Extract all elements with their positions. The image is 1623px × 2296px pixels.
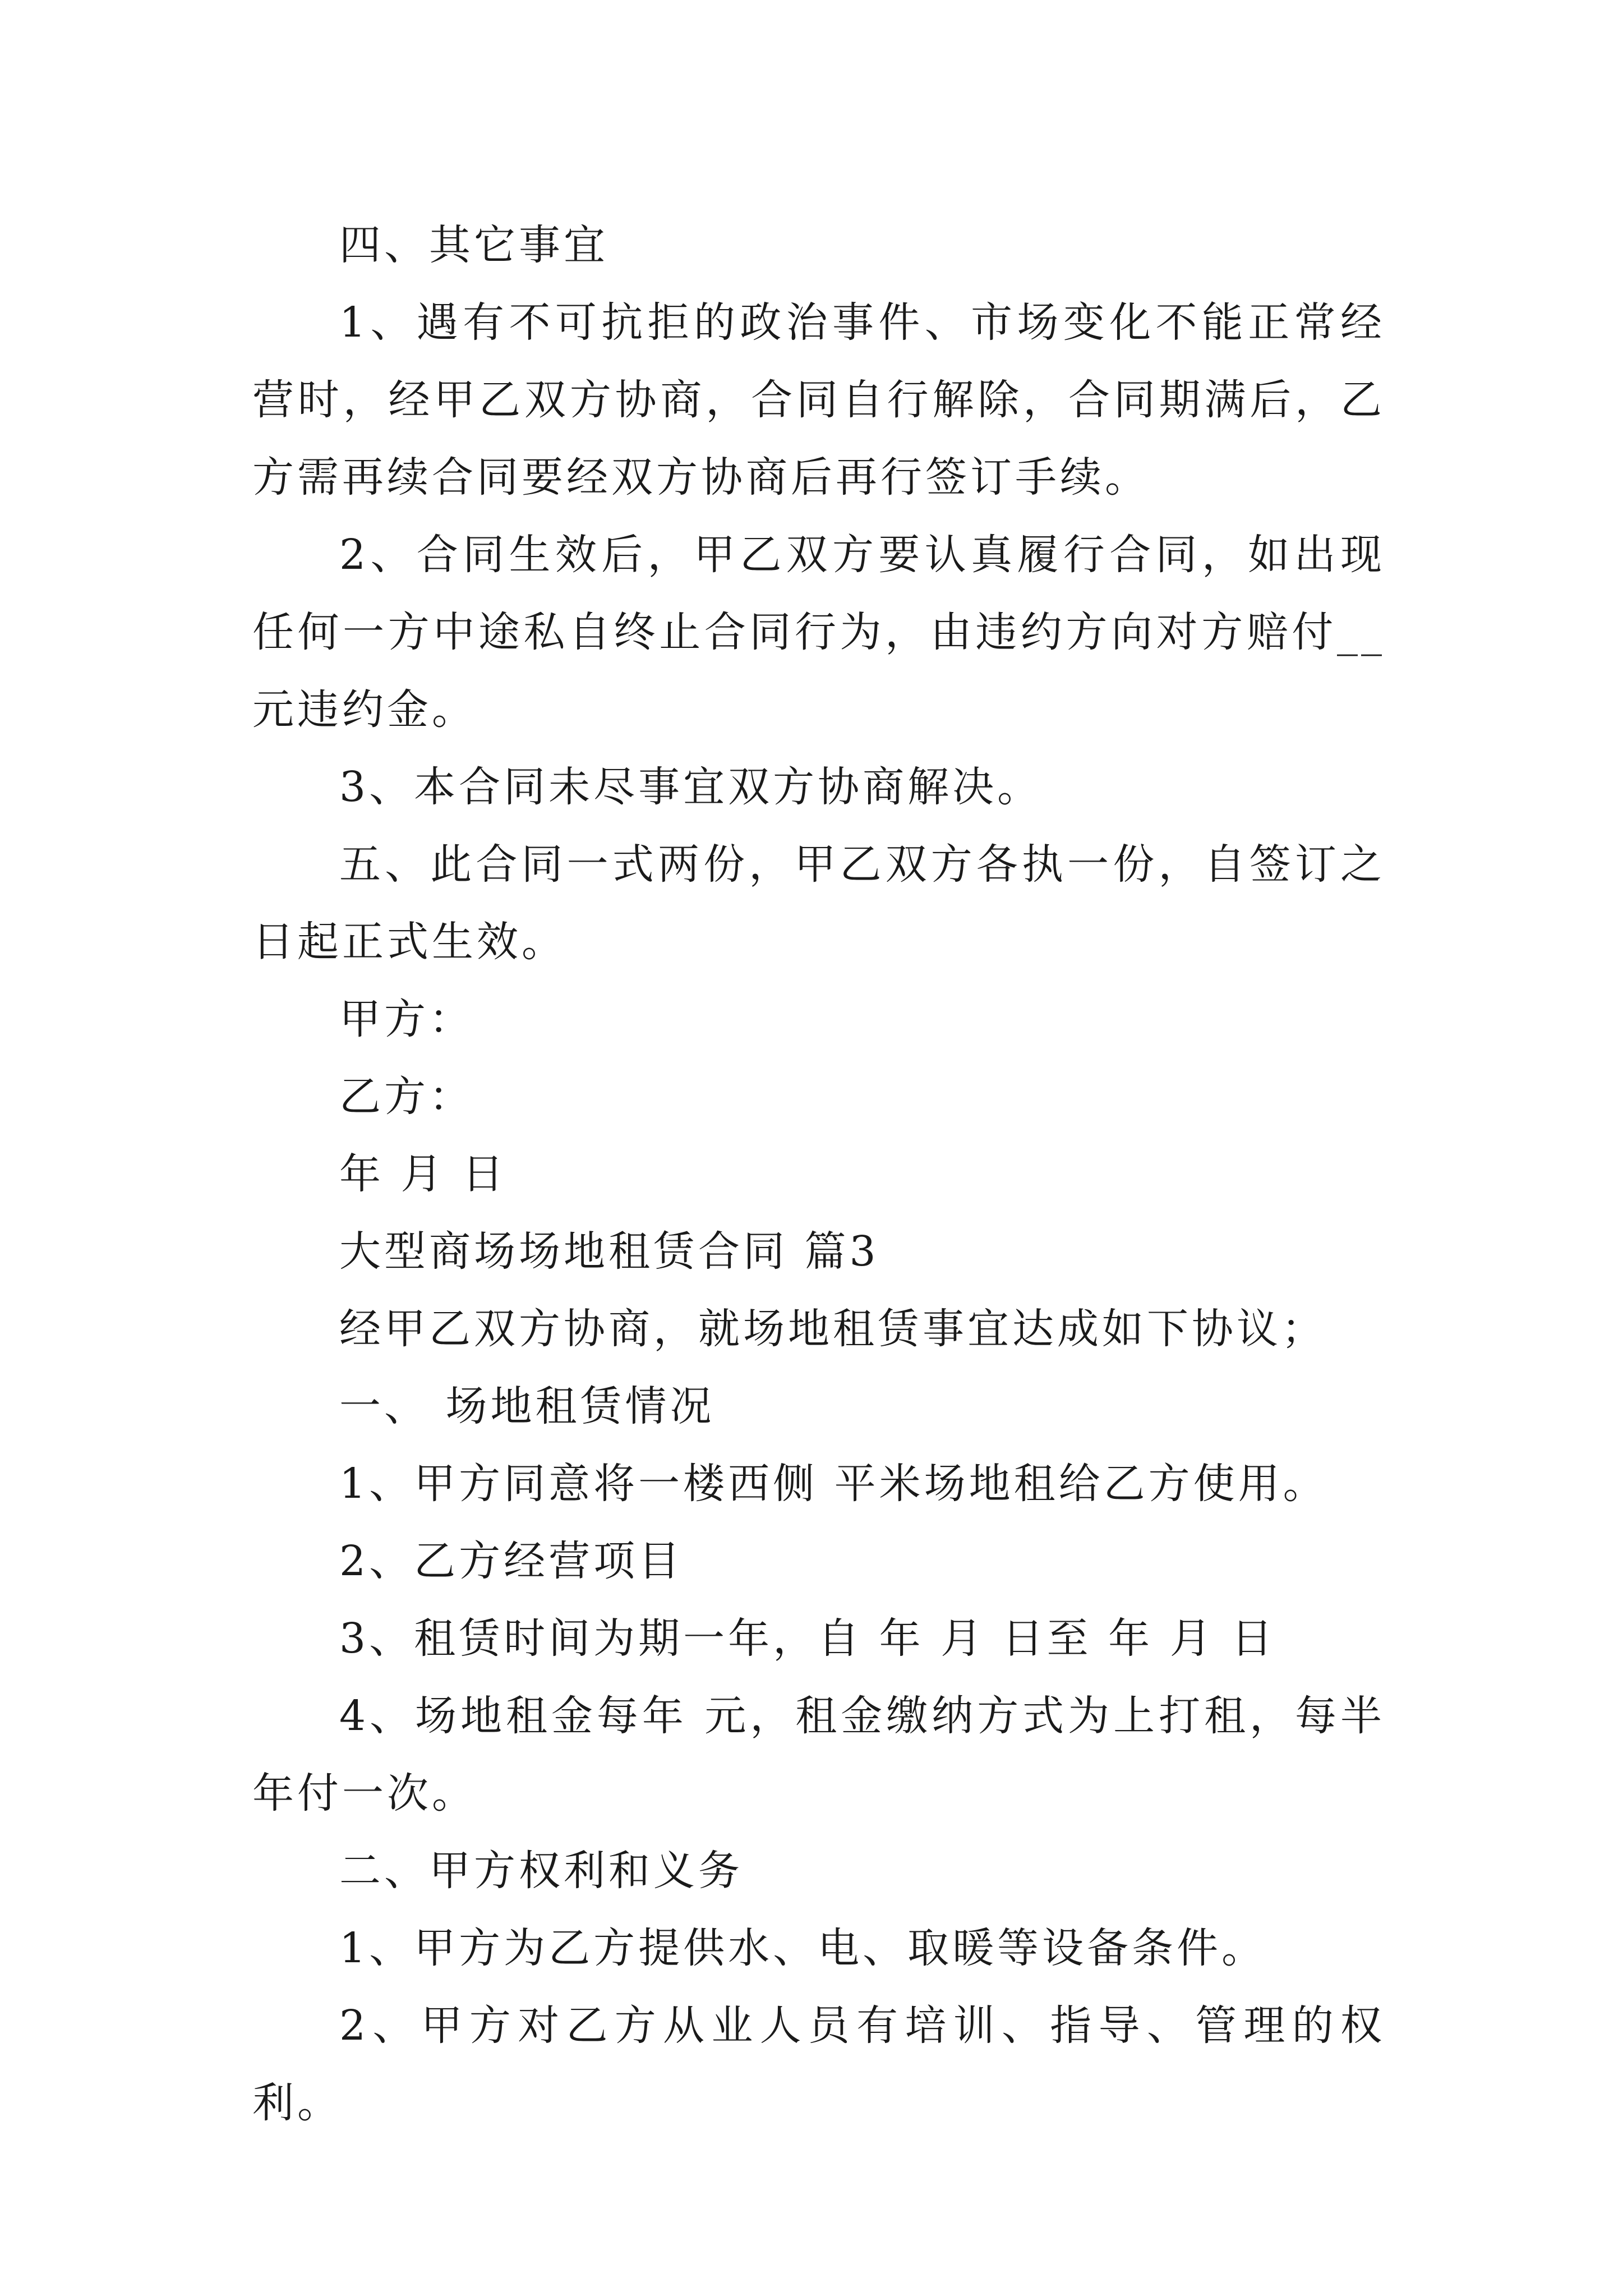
party-b-signature-line: 乙方： [339,1073,474,1121]
clause-utilities: 1、甲方为乙方提供水、电、取暖等设备条件。 [339,1924,1267,1972]
party-a-signature-line: 甲方： [339,995,474,1043]
clause-breach-penalty: 2、合同生效后，甲乙双方要认真履行合同，如出现任何一方中途私自终止合同行为，由违约方向对方赔付__元违约金。 [252,531,1385,734]
clause-staff-management: 2、甲方对乙方从业人员有培训、指导、管理的权利。 [252,2001,1385,2127]
section-heading-party-a-rights: 二、甲方权利和义务 [339,1847,743,1895]
contract-preamble: 经甲乙双方协商，就场地租赁事宜达成如下协议； [339,1305,1326,1353]
date-line: 年 月 日 [339,1150,508,1198]
clause-force-majeure: 1、遇有不可抗拒的政治事件、市场变化不能正常经营时，经甲乙双方协商，合同自行解除，合同期满后，乙方需再续合同要经双方协商后再行签订手续。 [252,298,1385,501]
section-heading-other-matters: 四、其它事宜 [339,221,608,269]
document-body [252,206,1385,2142]
contract-title: 大型商场场地租赁合同 篇3 [339,1227,879,1276]
clause-lease-term: 3、租赁时间为期一年，自 年 月 日至 年 月 日 [339,1614,1276,1663]
section-heading-lease-details: 一、 场地租赁情况 [339,1382,715,1430]
clause-lease-area: 1、甲方同意将一楼西侧 平米场地租给乙方使用。 [339,1460,1328,1508]
clause-copies-effective: 五、此合同一式两份，甲乙双方各执一份，自签订之日起正式生效。 [252,840,1385,966]
clause-unresolved-matters: 3、本合同未尽事宜双方协商解决。 [339,763,1043,811]
clause-business-scope: 2、乙方经营项目 [339,1537,684,1585]
clause-rent-payment: 4、场地租金每年 元，租金缴纳方式为上打租，每半年付一次。 [252,1692,1385,1818]
